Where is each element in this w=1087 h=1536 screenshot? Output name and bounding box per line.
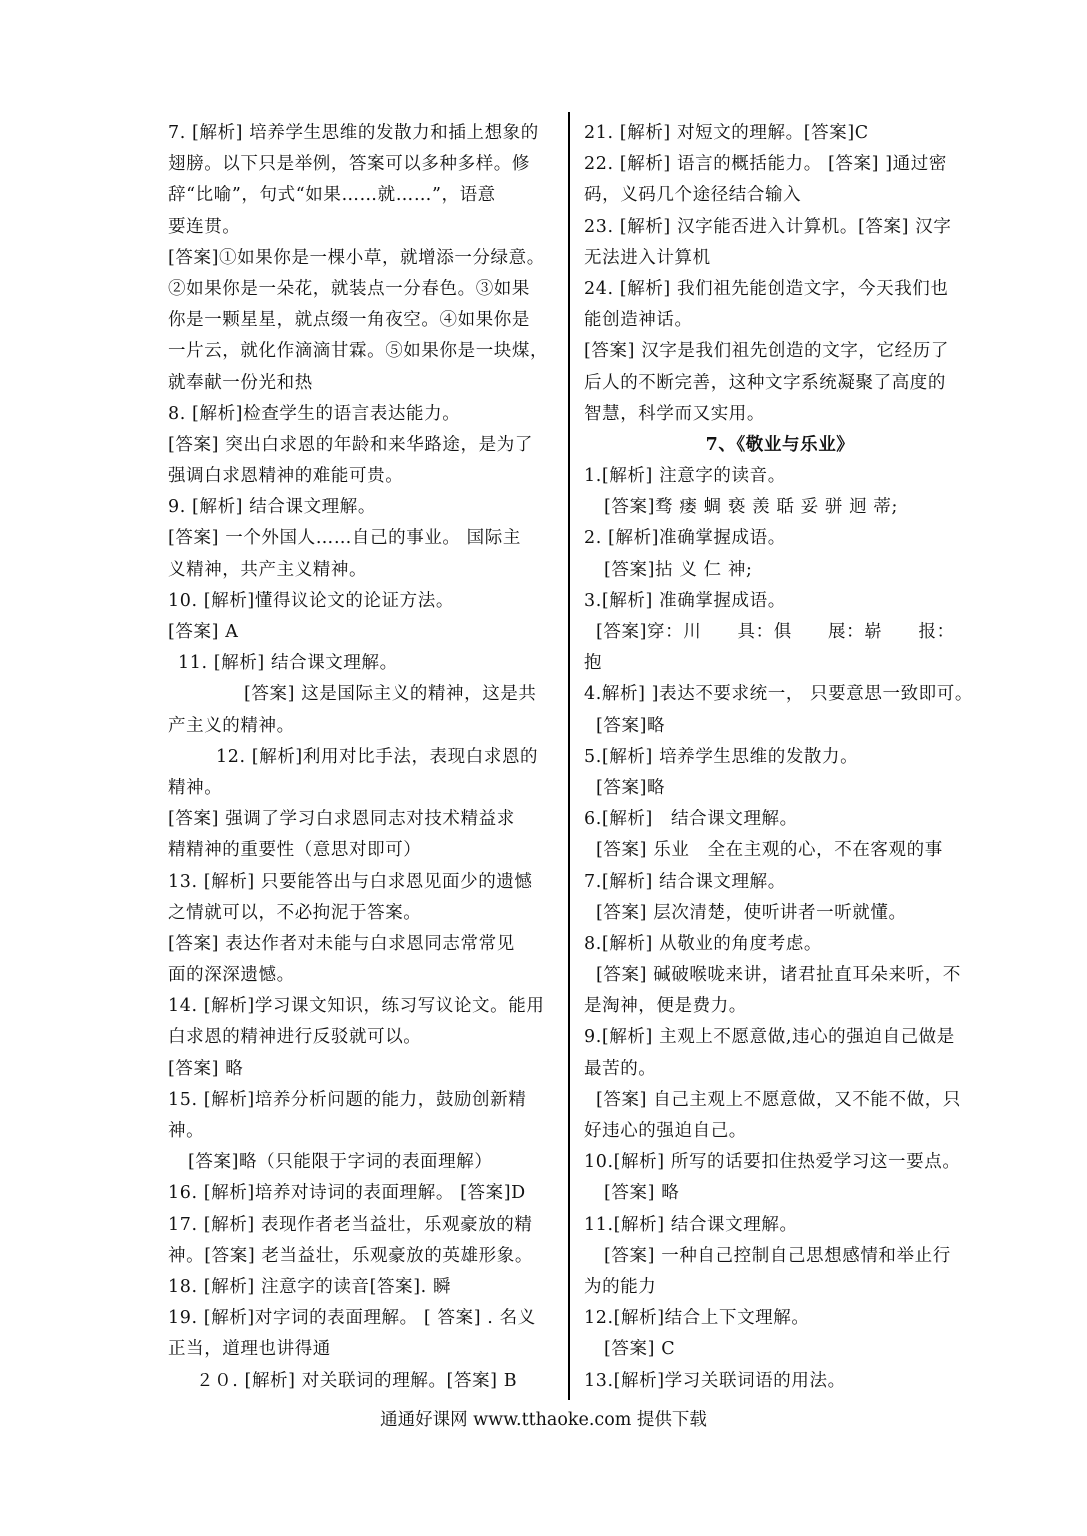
text-line: 就奉献一份光和热 (168, 372, 313, 393)
text-line: 3.[解析] 准确掌握成语。 (584, 590, 786, 611)
text-line: 白求恩的精神进行反驳就可以。 (168, 1027, 422, 1048)
section-heading: 7、《敬业与乐业》 (705, 434, 855, 455)
text-line: [答案] 乐业 全在主观的心，不在客观的事 (596, 840, 943, 861)
text-line: 23. [解析] 汉字能否进入计算机。[答案] 汉字 (584, 216, 952, 237)
text-line: 12. [解析]利用对比手法，表现白求恩的 (216, 746, 539, 767)
text-line: [答案] 略 (168, 1058, 244, 1079)
text-line: [答案] 突出白求恩的年龄和来华路途，是为了 (168, 434, 533, 455)
text-line: 9.[解析] 主观上不愿意做,违心的强迫自己做是 (584, 1027, 955, 1048)
text-line: 1.[解析] 注意字的读音。 (584, 466, 786, 487)
text-line: 7. [解析] 培养学生思维的发散力和插上想象的 (168, 123, 539, 143)
text-line: 17. [解析] 表现作者老当益壮，乐观豪放的精 (168, 1214, 533, 1235)
text-line: [答案]拈 义 仁 神; (604, 559, 753, 580)
text-line: 2. [解析]准确掌握成语。 (584, 528, 786, 549)
text-line: 翅膀。以下只是举例，答案可以多种多样。修 (168, 154, 530, 175)
text-line: 是淘神，便是费力。 (584, 996, 747, 1017)
text-line: 好违心的强迫自己。 (584, 1121, 747, 1141)
text-line: 神。[答案] 老当益壮，乐观豪放的英雄形象。 (168, 1245, 533, 1266)
text-line: 义精神，共产主义精神。 (168, 559, 368, 580)
text-line: 10. [解析]懂得议论文的论证方法。 (168, 590, 454, 611)
text-line: 11. [解析] 结合课文理解。 (178, 653, 398, 674)
text-line: 14. [解析]学习课文知识，练习写议论文。能用 (168, 996, 545, 1017)
text-line: 11.[解析] 结合课文理解。 (584, 1214, 798, 1235)
text-line: 能创造神话。 (584, 310, 693, 331)
text-line: [答案] 碱破喉咙来讲，诸君扯直耳朵来听，不 (596, 965, 961, 986)
text-line: [答案] 自己主观上不愿意做，又不能不做，只 (596, 1089, 961, 1110)
text-line: [答案]略（只能限于字词的表面理解） (188, 1152, 493, 1173)
text-line: 精神。 (168, 777, 223, 798)
text-line: 19. [解析]对字词的表面理解。 [ 答案] . 名义 (168, 1308, 536, 1329)
text-line: [答案] 层次清楚，使听讲者一听就懂。 (596, 902, 907, 923)
text-line: 4.解析] ]表达不要求统一， 只要意思一致即可。 (584, 684, 973, 705)
text-line: [答案] 表达作者对未能与白求恩同志常常见 (168, 933, 515, 954)
text-line: 神。 (168, 1121, 205, 1141)
text-line: 5.[解析] 培养学生思维的发散力。 (584, 746, 859, 767)
text-line: 16. [解析]培养对诗词的表面理解。 [答案]D (168, 1183, 526, 1204)
text-line: 最苦的。 (584, 1058, 657, 1079)
text-line: ２０. [解析] 对关联词的理解。[答案] B (196, 1370, 518, 1391)
text-line: 12.[解析]结合上下文理解。 (584, 1308, 810, 1329)
text-line: [答案] 强调了学习白求恩同志对技术精益求 (168, 809, 515, 830)
text-line: 10.[解析] 所写的话要扣住热爱学习这一要点。 (584, 1152, 961, 1173)
text-line: [答案] 略 (604, 1183, 680, 1204)
text-line: 13.[解析]学习关联词语的用法。 (584, 1370, 846, 1391)
text-line: 后人的不断完善，这种文字系统凝聚了高度的 (584, 372, 946, 393)
text-line: [答案]略 (596, 715, 666, 736)
text-line: 9. [解析] 结合课文理解。 (168, 497, 376, 518)
text-line: 7.[解析] 结合课文理解。 (584, 871, 786, 892)
text-line: 精精神的重要性（意思对即可） (168, 840, 422, 861)
text-line: 为的能力 (584, 1276, 657, 1297)
text-line: 8. [解析]检查学生的语言表达能力。 (168, 403, 461, 424)
text-line: 13. [解析] 只要能答出与白求恩见面少的遗憾 (168, 871, 533, 892)
text-line: [答案] 一种自己控制自己思想感情和举止行 (604, 1245, 951, 1266)
text-line: 辞“比喻”，句式“如果……就……”，语意 (168, 185, 496, 206)
text-line: [答案]穿：川 具：俱 展：崭 报： (596, 622, 955, 642)
text-line: 24. [解析] 我们祖先能创造文字，今天我们也 (584, 278, 949, 299)
text-line: [答案] A (168, 622, 239, 642)
text-line: 一片云，就化作滴滴甘霖。⑤如果你是一块煤， (168, 341, 549, 362)
text-line: [答案]骛 瘘 蜩 亵 羡 聒 妥 骈 迥 蒂; (604, 497, 899, 518)
text-line: 6.[解析] 结合课文理解。 (584, 809, 798, 830)
text-line: 18. [解析] 注意字的读音[答案]. 瞬 (168, 1276, 452, 1297)
right-column (584, 118, 976, 1397)
text-line: [答案] 一个外国人……自己的事业。 国际主 (168, 528, 521, 549)
text-line: 正当，道理也讲得通 (168, 1339, 331, 1360)
page-footer: 通通好课网 www.tthaoke.com 提供下载 (380, 1410, 707, 1430)
text-line: [答案] 汉字是我们祖先创造的文字，它经历了 (584, 341, 949, 362)
text-line: 21. [解析] 对短文的理解。[答案]C (584, 123, 869, 143)
text-line: [答案] C (604, 1339, 676, 1360)
text-line: 智慧，科学而又实用。 (584, 403, 765, 424)
text-line: 15. [解析]培养分析问题的能力，鼓励创新精 (168, 1089, 527, 1110)
text-line: 码，义码几个途径结合输入 (584, 185, 802, 206)
text-line: 8.[解析] 从敬业的角度考虑。 (584, 933, 823, 954)
text-line: 面的深深遗憾。 (168, 965, 295, 986)
text-line: [答案]略 (596, 777, 666, 798)
text-line: 你是一颗星星，就点缀一角夜空。④如果你是 (168, 310, 530, 331)
text-line: 22. [解析] 语言的概括能力。 [答案] ]通过密 (584, 154, 947, 175)
text-line: 抱 (584, 653, 603, 674)
column-divider (568, 112, 570, 1400)
left-column (168, 118, 560, 1397)
text-line: [答案]①如果你是一棵小草，就增添一分绿意。 (168, 247, 545, 268)
text-line: [答案] 这是国际主义的精神，这是共 (244, 684, 537, 705)
text-line: 产主义的精神。 (168, 715, 295, 736)
text-line: 强调白求恩精神的难能可贵。 (168, 466, 404, 487)
text-line: 无法进入计算机 (584, 247, 711, 268)
text-line: ②如果你是一朵花，就装点一分春色。③如果 (168, 278, 530, 299)
text-line: 之情就可以，不必拘泥于答案。 (168, 902, 422, 923)
text-line: 要连贯。 (168, 216, 241, 237)
